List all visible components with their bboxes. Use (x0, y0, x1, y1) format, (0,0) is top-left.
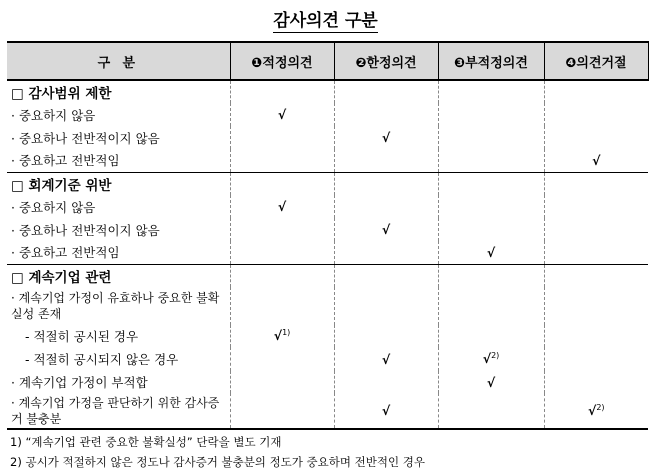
row-label: · 계속기업 가정을 판단하기 위한 감사증거 불충분 (7, 393, 230, 429)
row-label: · 중요하나 전반적이지 않음 (11, 130, 160, 146)
row-label: · 중요하고 전반적임 (11, 153, 120, 169)
check-mark: √$^{1)}$ (230, 325, 334, 347)
row-label: · 중요하지 않음 (11, 199, 96, 215)
header-category: 구 분 (7, 42, 230, 80)
row-label: · 중요하지 않음 (11, 107, 96, 123)
row-label: · 계속기업 가정이 유효하나 중요한 불확실성 존재 (11, 291, 220, 321)
header-unqualified: ❶적정의견 (230, 42, 334, 80)
group-heading-row (7, 80, 648, 103)
table-row (7, 241, 648, 264)
group-heading: □ 회계기준 위반 (7, 172, 230, 195)
group-heading: □ 감사범위 제한 (7, 80, 230, 103)
group-heading-row (7, 172, 648, 195)
check-mark: √ (438, 371, 544, 393)
table-row (7, 149, 648, 172)
check-mark: √ (438, 241, 544, 264)
header-qualified: ❷한정의견 (334, 42, 438, 80)
table-title: 감사의견 구분 (273, 11, 378, 31)
table-row (7, 126, 648, 149)
check-mark: √$^{2)}$ (438, 347, 544, 371)
row-label: - 적절히 공시되지 않은 경우 (25, 352, 179, 367)
footnotes (10, 432, 425, 472)
footnote-1: 1) “계속기업 관련 중요한 불확실성” 단락을 별도 기재 (10, 435, 282, 449)
check-mark: √ (230, 195, 334, 218)
group-heading: □ 계속기업 관련 (7, 264, 230, 287)
row-label: · 중요하나 전반적이지 않음 (11, 222, 160, 238)
row-label: · 중요하고 전반적임 (11, 245, 120, 261)
check-mark: √$^{2)}$ (544, 393, 648, 429)
row-label: - 적절히 공시된 경우 (25, 329, 139, 344)
footnote-2: 2) 공시가 적절하지 않은 정도나 감사증거 불충분의 정도가 중요하며 전반적인 경우 (10, 455, 425, 469)
table-row (7, 371, 648, 393)
check-mark: √ (334, 393, 438, 429)
check-mark: √ (334, 347, 438, 371)
row-label: · 계속기업 가정이 부적합 (11, 375, 148, 390)
table-row (7, 325, 648, 347)
table-row (7, 287, 648, 325)
group-heading-row (7, 264, 648, 287)
header-adverse: ❸부적정의견 (438, 42, 544, 80)
check-mark: √ (230, 103, 334, 126)
audit-opinion-table (7, 41, 649, 430)
header-row (7, 42, 648, 80)
table-row (7, 218, 648, 241)
footnote-ref: 1) (282, 328, 291, 338)
header-disclaimer: ❹의견거절 (544, 42, 648, 80)
footnote-ref: 2) (596, 402, 605, 412)
table-row (7, 393, 648, 429)
check-mark: √ (544, 149, 648, 172)
check-mark: √ (334, 126, 438, 149)
table-row (7, 103, 648, 126)
table-row (7, 347, 648, 371)
table-row (7, 195, 648, 218)
check-mark: √ (334, 218, 438, 241)
footnote-ref: 2) (491, 351, 500, 361)
